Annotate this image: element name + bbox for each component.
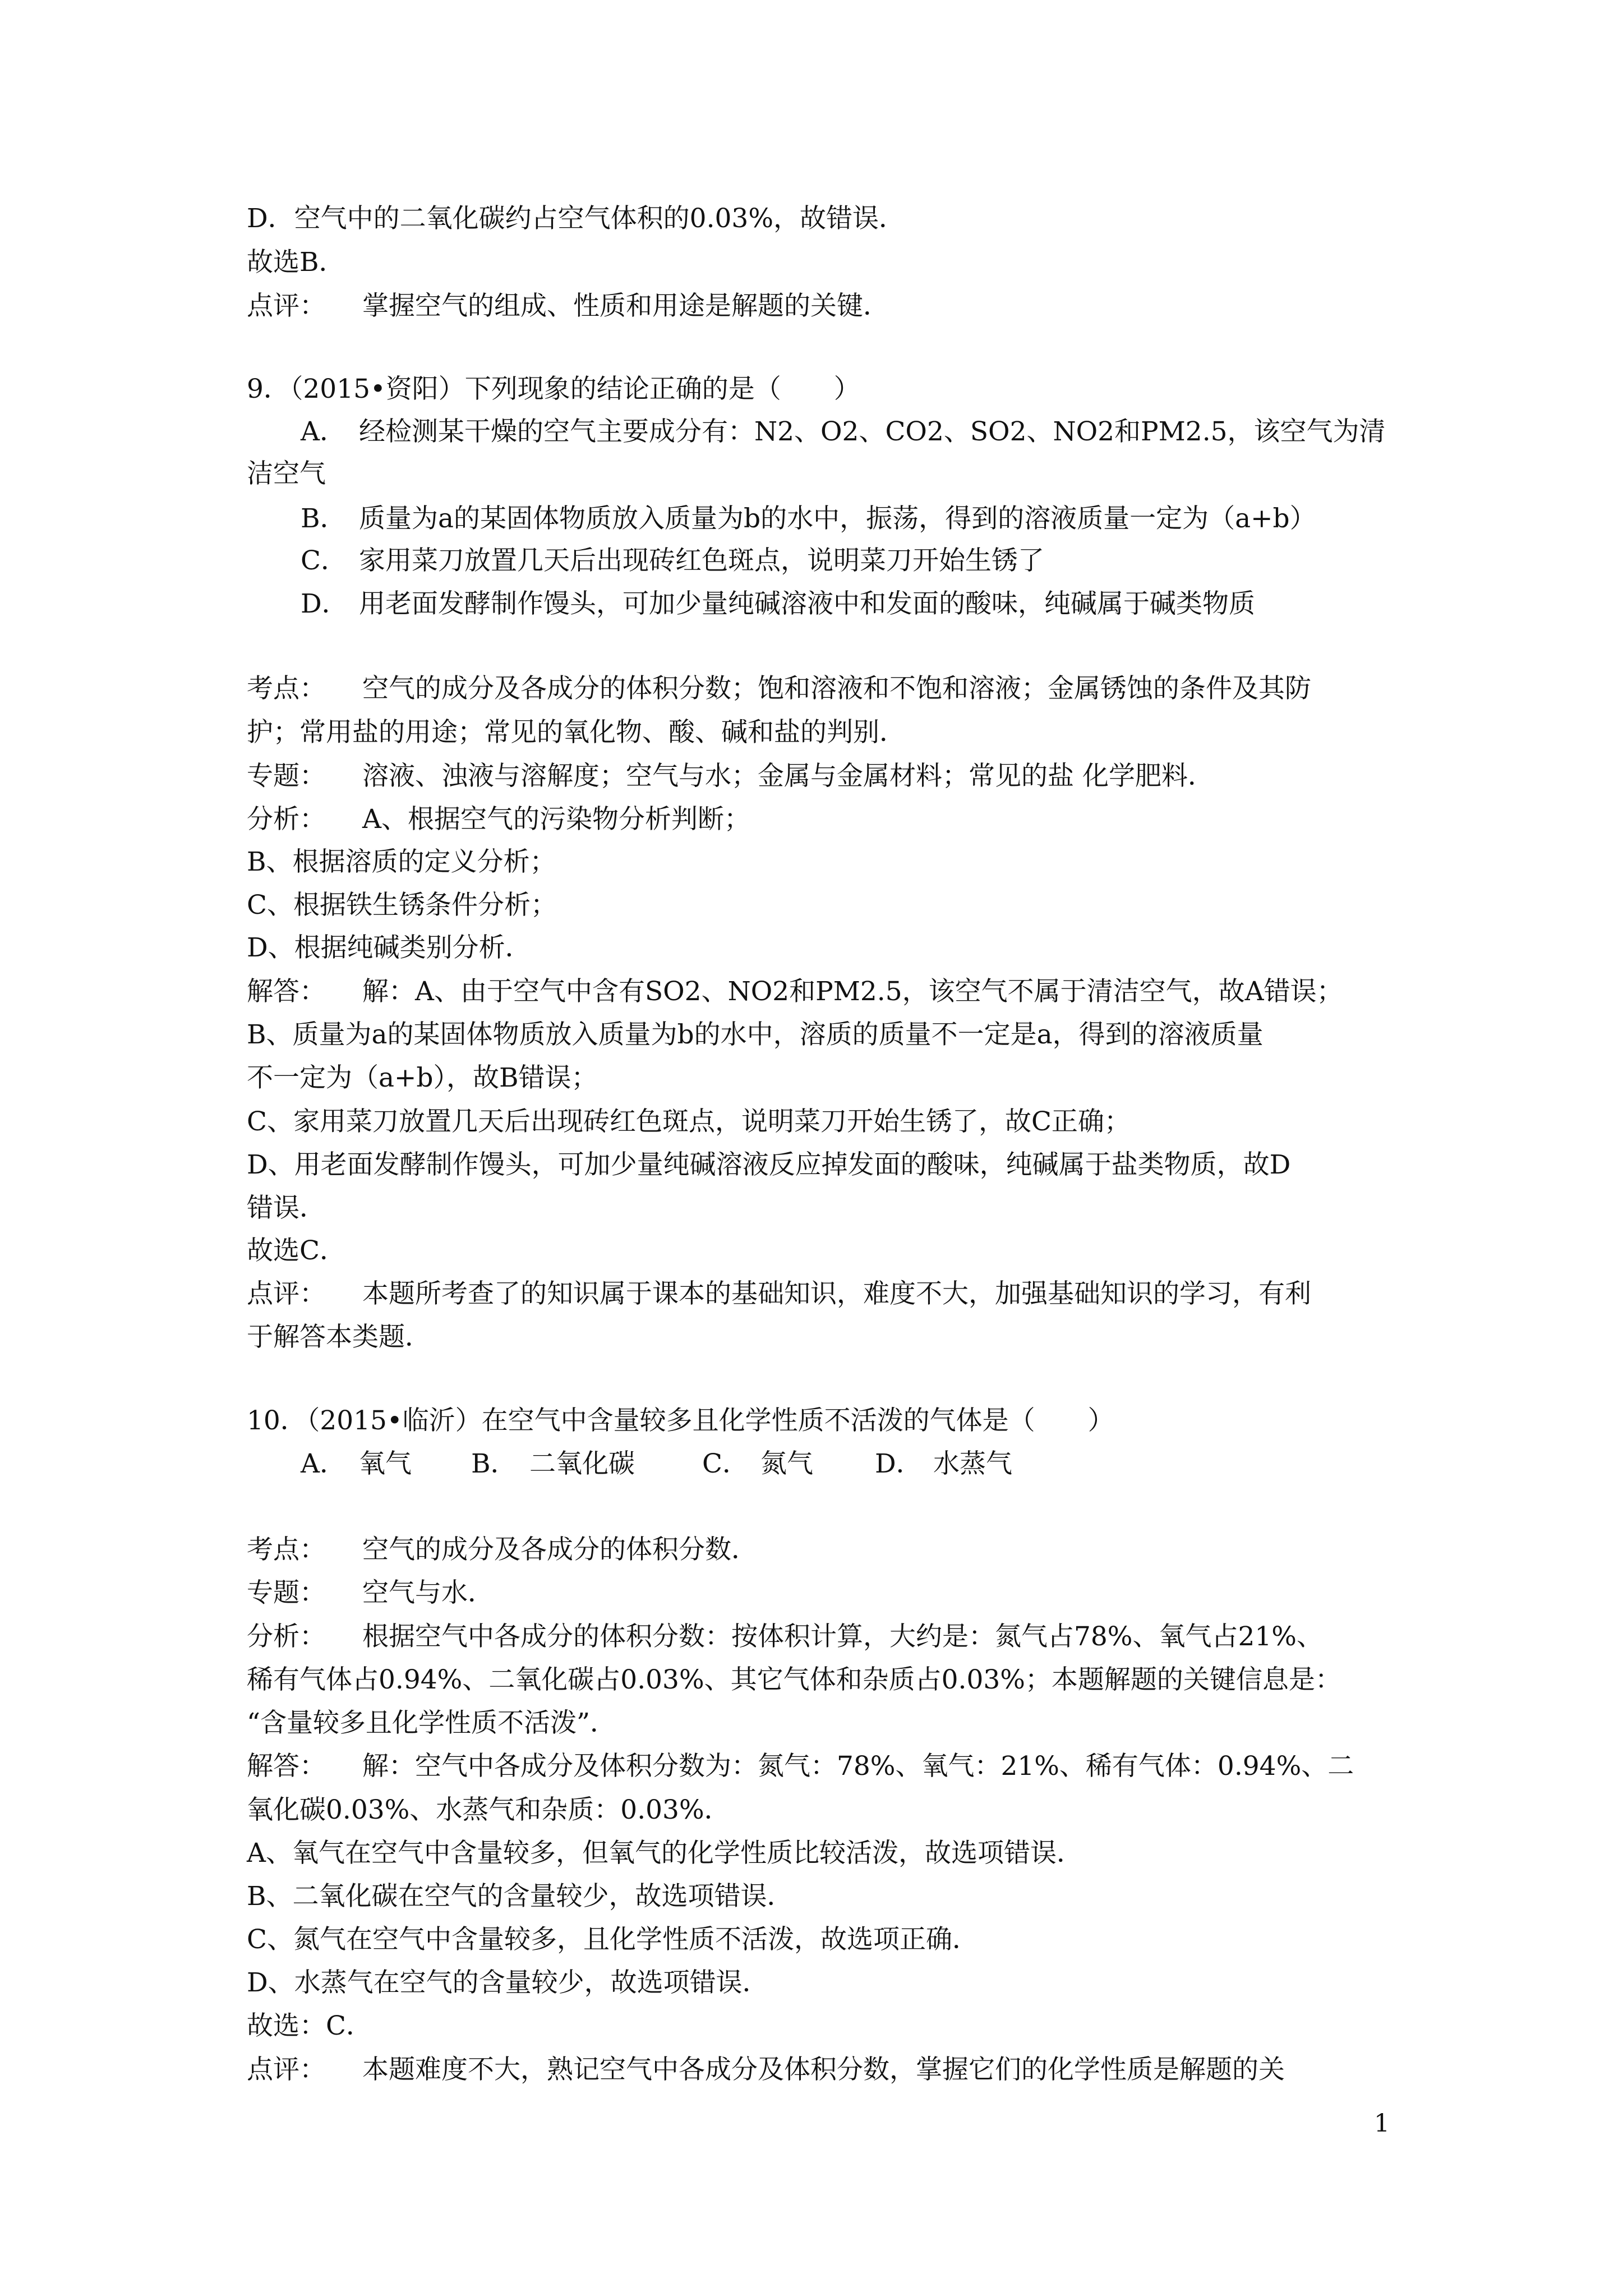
labeled-line bbox=[247, 803, 750, 836]
text-line: A、氧气在空气中含量较多，但氧气的化学性质比较活泼，故选项错误． bbox=[247, 1838, 1083, 1869]
section-label: 考点： bbox=[247, 1534, 326, 1565]
text-line: 故选：C． bbox=[247, 2010, 372, 2041]
labeled-line bbox=[247, 1750, 1354, 1783]
option-text: 质量为a的某固体物质放入质量为b的水中，振荡，得到的溶液质量一定为（a+b） bbox=[359, 503, 1316, 534]
text-line: C、家用菜刀放置几天后出现砖红色斑点，说明菜刀开始生锈了，故C正确； bbox=[247, 1106, 1131, 1137]
text-line: D、根据纯碱类别分析． bbox=[247, 932, 532, 963]
labeled-line bbox=[247, 1533, 758, 1567]
section-text: 本题所考查了的知识属于课本的基础知识，难度不大，加强基础知识的学习，有利 bbox=[362, 1278, 1311, 1309]
text-line: 于解答本类题． bbox=[247, 1322, 431, 1352]
option-key: D． bbox=[875, 1448, 923, 1479]
question-title: 9．（2015•资阳）下列现象的结论正确的是（ ） bbox=[247, 374, 860, 404]
text-line: 氧化碳0.03%、水蒸气和杂质：0.03%． bbox=[247, 1795, 731, 1825]
labeled-line bbox=[247, 1576, 494, 1610]
text-line: D．空气中的二氧化碳约占空气体积的0.03%，故错误． bbox=[247, 203, 905, 234]
section-text: 根据空气中各成分的体积分数：按体积计算，大约是：氮气占78%、氧气占21%、 bbox=[362, 1621, 1323, 1652]
section-text: 解：空气中各成分及体积分数为：氮气：78%、氧气：21%、稀有气体：0.94%、二 bbox=[362, 1751, 1354, 1782]
section-text: 掌握空气的组成、性质和用途是解题的关键． bbox=[362, 291, 889, 321]
text-line: B、二氧化碳在空气的含量较少，故选项错误． bbox=[247, 1881, 794, 1912]
comment-line bbox=[247, 1277, 1311, 1311]
section-label: 点评： bbox=[247, 291, 326, 321]
option-text: 水蒸气 bbox=[933, 1448, 1012, 1479]
comment-line bbox=[247, 2053, 1285, 2087]
choice-c bbox=[702, 1447, 813, 1481]
option-d bbox=[301, 587, 1255, 621]
section-label: 分析： bbox=[247, 804, 326, 835]
text-line: D、用老面发酵制作馒头，可加少量纯碱溶液反应掉发面的酸味，纯碱属于盐类物质，故D bbox=[247, 1149, 1291, 1180]
text-line: D、水蒸气在空气的含量较少，故选项错误． bbox=[247, 1967, 769, 1998]
option-text: 氮气 bbox=[760, 1448, 813, 1479]
choice-b bbox=[471, 1447, 635, 1481]
section-label: 点评： bbox=[247, 2054, 326, 2085]
option-text: 家用菜刀放置几天后出现砖红色斑点，说明菜刀开始生锈了 bbox=[359, 545, 1044, 576]
labeled-line bbox=[247, 760, 1214, 793]
option-c bbox=[301, 544, 1044, 578]
option-text: 用老面发酵制作馒头，可加少量纯碱溶液中和发面的酸味，纯碱属于碱类物质 bbox=[359, 588, 1255, 619]
option-text: 氧气 bbox=[359, 1448, 412, 1479]
section-text: 溶液、浊液与溶解度；空气与水；金属与金属材料；常见的盐 化学肥料． bbox=[362, 761, 1214, 792]
section-label: 点评： bbox=[247, 1278, 326, 1309]
option-b bbox=[301, 502, 1316, 536]
option-key: C． bbox=[301, 545, 347, 576]
section-text: 空气的成分及各成分的体积分数． bbox=[362, 1534, 758, 1565]
text-line: 稀有气体占0.94%、二氧化碳占0.03%、其它气体和杂质占0.03%；本题解题的关键信息是： bbox=[247, 1664, 1341, 1695]
section-label: 考点： bbox=[247, 673, 326, 704]
text-line: B、质量为a的某固体物质放入质量为b的水中，溶质的质量不一定是a，得到的溶液质量 bbox=[247, 1019, 1264, 1050]
text-line: “含量较多且化学性质不活泼”． bbox=[247, 1708, 617, 1738]
option-a bbox=[301, 415, 1386, 449]
option-key: A． bbox=[301, 1448, 346, 1479]
page-number: 1 bbox=[1374, 2109, 1390, 2138]
section-label: 专题： bbox=[247, 1577, 326, 1608]
section-label: 专题： bbox=[247, 761, 326, 792]
option-text: 经检测某干燥的空气主要成分有：N2、O2、CO2、SO2、NO2和PM2.5，该空气为清 bbox=[359, 416, 1386, 447]
choice-d bbox=[875, 1447, 1012, 1481]
labeled-line bbox=[247, 1620, 1323, 1654]
text-line: 错误． bbox=[247, 1193, 326, 1223]
text-line: 不一定为（a+b），故B错误； bbox=[247, 1062, 598, 1093]
labeled-line bbox=[247, 975, 1343, 1009]
section-text: 空气与水． bbox=[362, 1577, 494, 1608]
text-line: 护；常用盐的用途；常见的氧化物、酸、碱和盐的判别． bbox=[247, 717, 906, 748]
option-key: D． bbox=[301, 588, 348, 619]
question-title: 10．（2015•临沂）在空气中含量较多且化学性质不活泼的气体是（ ） bbox=[247, 1405, 1114, 1436]
text-line: 故选B． bbox=[247, 247, 345, 278]
section-text: 空气的成分及各成分的体积分数；饱和溶液和不饱和溶液；金属锈蚀的条件及其防 bbox=[362, 673, 1311, 704]
comment-line bbox=[247, 289, 889, 323]
text-line: C、根据铁生锈条件分析； bbox=[247, 890, 557, 921]
section-label: 解答： bbox=[247, 1751, 326, 1782]
option-key: A． bbox=[301, 416, 346, 447]
section-text: A、根据空气的污染物分析判断； bbox=[362, 804, 750, 835]
choice-a bbox=[301, 1447, 412, 1481]
section-text: 解：A、由于空气中含有SO2、NO2和PM2.5，该空气不属于清洁空气，故A错误； bbox=[362, 976, 1343, 1007]
option-key: C． bbox=[702, 1448, 749, 1479]
labeled-line bbox=[247, 672, 1311, 706]
text-line: 洁空气 bbox=[247, 458, 326, 489]
text-line: 故选C． bbox=[247, 1235, 346, 1266]
text-line: B、根据溶质的定义分析； bbox=[247, 846, 556, 877]
section-label: 分析： bbox=[247, 1621, 326, 1652]
option-key: B． bbox=[301, 503, 347, 534]
section-text: 本题难度不大，熟记空气中各成分及体积分数，掌握它们的化学性质是解题的关 bbox=[362, 2054, 1285, 2085]
text-line: C、氮气在空气中含量较多，且化学性质不活泼，故选项正确． bbox=[247, 1924, 979, 1955]
option-text: 二氧化碳 bbox=[529, 1448, 635, 1479]
option-key: B． bbox=[471, 1448, 517, 1479]
section-label: 解答： bbox=[247, 976, 326, 1007]
